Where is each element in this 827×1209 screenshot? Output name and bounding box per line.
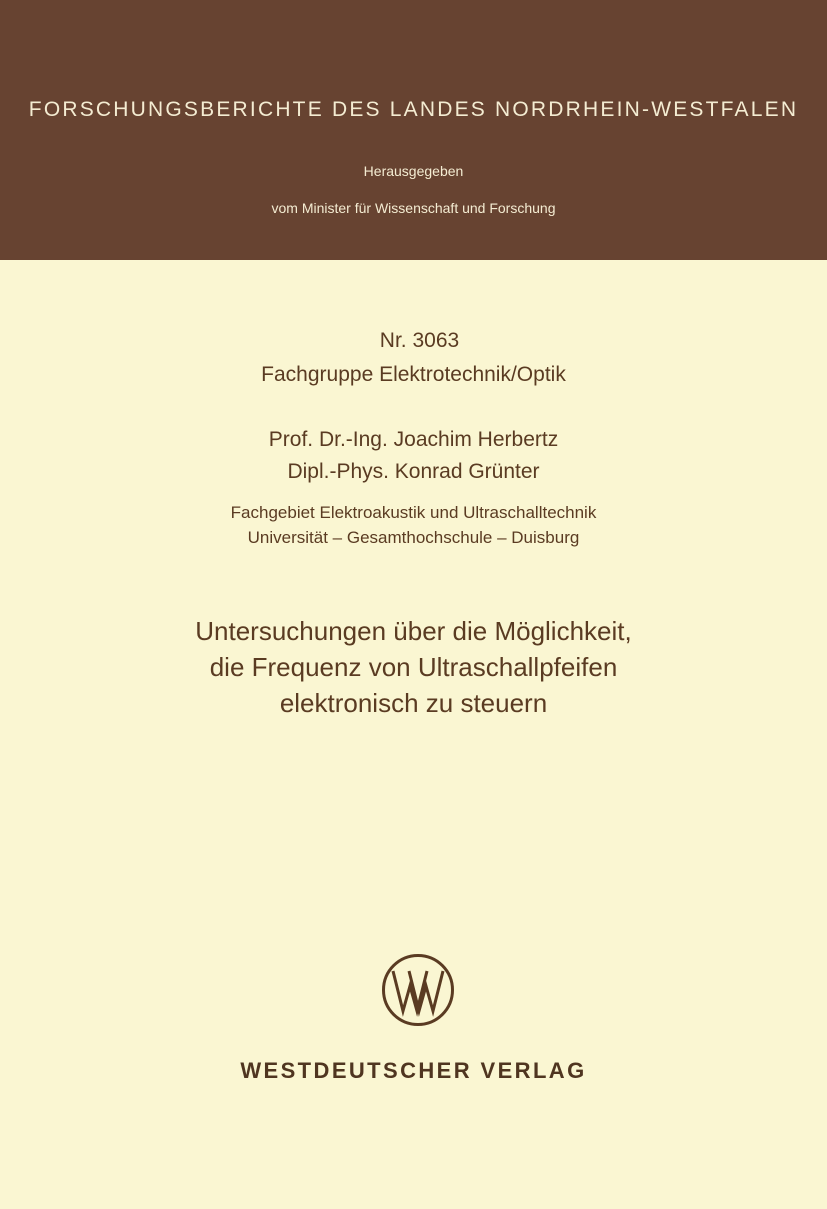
issue-number: Nr. 3063 bbox=[379, 329, 460, 352]
subject-group: Fachgruppe Elektrotechnik/Optik bbox=[261, 363, 566, 386]
institution-department: Fachgebiet Elektroakustik und Ultraschalltechnik bbox=[230, 503, 597, 522]
report-title-line: die Frequenz von Ultraschallpfeifen bbox=[209, 652, 618, 682]
author-name: Prof. Dr.-Ing. Joachim Herbertz bbox=[268, 428, 559, 451]
series-title: FORSCHUNGSBERICHTE DES LANDES NORDRHEIN-WESTFALEN bbox=[28, 98, 799, 121]
editor-line-published: Herausgegeben bbox=[363, 163, 464, 179]
report-title-line: Untersuchungen über die Möglichkeit, bbox=[195, 616, 632, 646]
publisher-name: WESTDEUTSCHER VERLAG bbox=[240, 1058, 587, 1083]
header-band bbox=[0, 0, 827, 260]
author-name: Dipl.-Phys. Konrad Grünter bbox=[287, 460, 540, 483]
report-title-line: elektronisch zu steuern bbox=[279, 688, 548, 718]
publisher-logo-ww-icon bbox=[380, 953, 456, 1027]
institution-university: Universität – Gesamthochschule – Duisburg bbox=[247, 528, 580, 547]
editor-line-minister: vom Minister für Wissenschaft und Forschung bbox=[271, 200, 556, 216]
